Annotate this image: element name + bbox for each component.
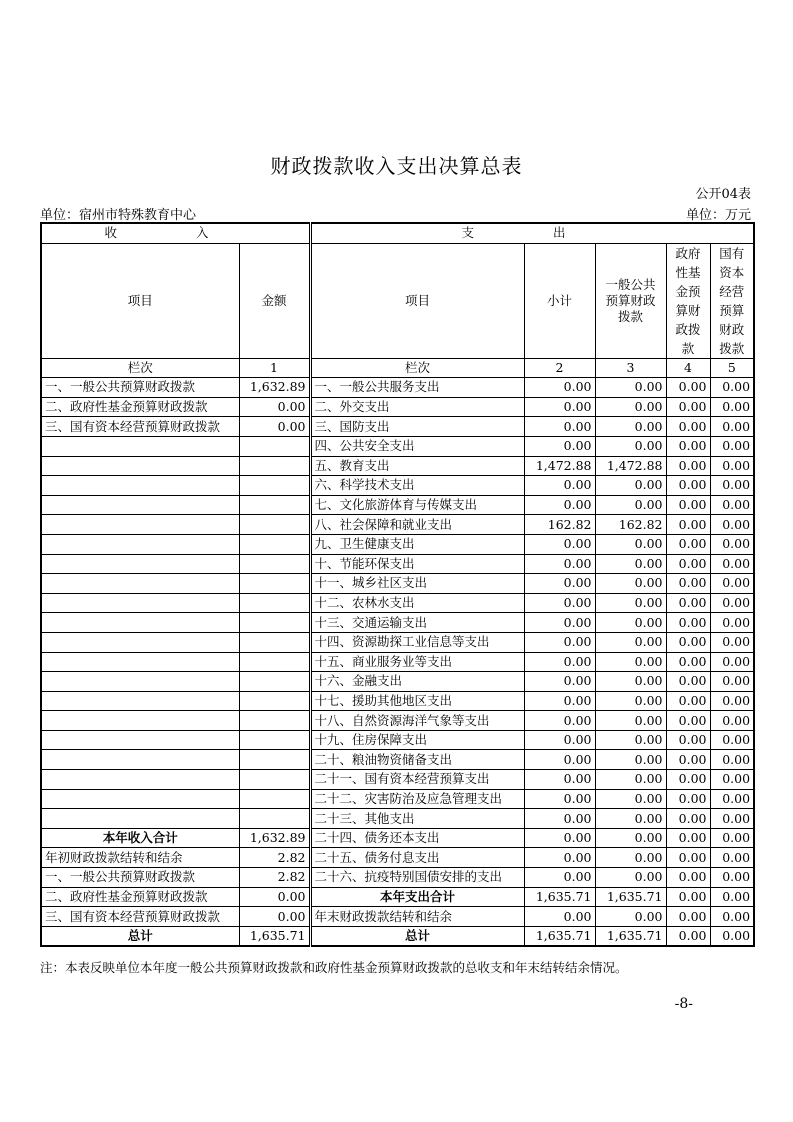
- general-budget-cell: 0.00: [595, 828, 666, 848]
- gov-fund-cell: 0.00: [666, 593, 710, 613]
- income-amount-cell: [239, 534, 310, 554]
- expense-item-cell: 十二、农林水支出: [310, 593, 524, 613]
- page-number: -8-: [674, 996, 693, 1012]
- gov-fund-cell: 0.00: [666, 534, 710, 554]
- expense-item-cell: 二十一、国有资本经营预算支出: [310, 770, 524, 790]
- income-item-cell: [41, 789, 239, 809]
- table-row: [41, 868, 754, 888]
- table-row: [41, 378, 754, 398]
- income-item-cell: [41, 515, 239, 535]
- gov-fund-cell: 0.00: [666, 574, 710, 594]
- general-budget-cell: 0.00: [595, 730, 666, 750]
- col-number-1: 1: [239, 358, 310, 378]
- general-budget-cell: 162.82: [595, 515, 666, 535]
- gov-fund-cell: 0.00: [666, 476, 710, 496]
- income-item-cell: [41, 632, 239, 652]
- subtotal-cell: 0.00: [524, 848, 595, 868]
- col-number-4: 4: [666, 358, 710, 378]
- state-capital-cell: 0.00: [710, 574, 754, 594]
- state-capital-cell: 0.00: [710, 613, 754, 633]
- table-row: [41, 397, 754, 417]
- col-header-subtotal: 小计: [524, 243, 595, 358]
- state-capital-cell: 0.00: [710, 750, 754, 770]
- row-label-right: 栏次: [310, 358, 524, 378]
- general-budget-cell: 0.00: [595, 770, 666, 790]
- general-budget-cell: 0.00: [595, 495, 666, 515]
- income-amount-cell: [239, 574, 310, 594]
- income-amount-cell: [239, 436, 310, 456]
- state-capital-cell: 0.00: [710, 907, 754, 927]
- expense-item-cell: 十四、资源勘探工业信息等支出: [310, 632, 524, 652]
- state-capital-cell: 0.00: [710, 417, 754, 437]
- state-capital-cell: 0.00: [710, 711, 754, 731]
- expense-item-cell: 一、一般公共服务支出: [310, 378, 524, 398]
- gov-fund-cell: 0.00: [666, 750, 710, 770]
- income-item-cell: [41, 593, 239, 613]
- gov-fund-cell: 0.00: [666, 495, 710, 515]
- gov-fund-cell: 0.00: [666, 456, 710, 476]
- gov-fund-cell: 0.00: [666, 868, 710, 888]
- expense-item-cell: 二十六、抗疫特别国债安排的支出: [310, 868, 524, 888]
- income-item-cell: 三、国有资本经营预算财政拨款: [41, 417, 239, 437]
- gov-fund-cell: 0.00: [666, 848, 710, 868]
- state-capital-cell: 0.00: [710, 436, 754, 456]
- general-budget-cell: 0.00: [595, 436, 666, 456]
- state-capital-cell: 0.00: [710, 809, 754, 829]
- state-capital-cell: 0.00: [710, 476, 754, 496]
- gov-fund-cell: 0.00: [666, 907, 710, 927]
- table-row: [41, 593, 754, 613]
- income-item-cell: 三、国有资本经营预算财政拨款: [41, 907, 239, 927]
- column-number-row: [41, 358, 754, 378]
- unit-organization: 单位：宿州市特殊教育中心: [40, 208, 197, 223]
- subtotal-cell: 0.00: [524, 574, 595, 594]
- expense-item-cell: 十六、金融支出: [310, 672, 524, 692]
- general-budget-cell: 0.00: [595, 809, 666, 829]
- general-budget-cell: 0.00: [595, 711, 666, 731]
- table-row: [41, 907, 754, 927]
- general-budget-cell: 0.00: [595, 613, 666, 633]
- income-item-cell: [41, 672, 239, 692]
- expense-item-cell: 十三、交通运输支出: [310, 613, 524, 633]
- gov-fund-cell: 0.00: [666, 378, 710, 398]
- general-budget-cell: 0.00: [595, 397, 666, 417]
- general-budget-cell: 0.00: [595, 417, 666, 437]
- income-item-cell: 总计: [41, 926, 239, 946]
- table-row: [41, 574, 754, 594]
- income-amount-cell: [239, 691, 310, 711]
- gov-fund-cell: 0.00: [666, 613, 710, 633]
- income-item-cell: [41, 574, 239, 594]
- general-budget-cell: 0.00: [595, 554, 666, 574]
- income-item-cell: 本年收入合计: [41, 828, 239, 848]
- income-amount-cell: [239, 593, 310, 613]
- state-capital-cell: 0.00: [710, 672, 754, 692]
- subtotal-cell: 0.00: [524, 378, 595, 398]
- gov-fund-cell: 0.00: [666, 397, 710, 417]
- table-row: [41, 691, 754, 711]
- gov-fund-cell: 0.00: [666, 632, 710, 652]
- subtotal-cell: 0.00: [524, 417, 595, 437]
- general-budget-cell: 0.00: [595, 868, 666, 888]
- general-budget-cell: 0.00: [595, 848, 666, 868]
- col-number-5: 5: [710, 358, 754, 378]
- col-header-expense-item: 项目: [310, 243, 524, 358]
- subtotal-cell: 0.00: [524, 495, 595, 515]
- income-item-cell: [41, 809, 239, 829]
- income-amount-cell: [239, 730, 310, 750]
- subtotal-cell: 0.00: [524, 789, 595, 809]
- subtotal-cell: 0.00: [524, 672, 595, 692]
- expense-item-cell: 六、科学技术支出: [310, 476, 524, 496]
- table-row: [41, 711, 754, 731]
- income-item-cell: [41, 495, 239, 515]
- state-capital-cell: 0.00: [710, 887, 754, 907]
- income-item-cell: 年初财政拨款结转和结余: [41, 848, 239, 868]
- income-amount-cell: [239, 789, 310, 809]
- expense-item-cell: 十、节能环保支出: [310, 554, 524, 574]
- income-amount-cell: [239, 515, 310, 535]
- income-amount-cell: 0.00: [239, 887, 310, 907]
- general-budget-cell: 0.00: [595, 378, 666, 398]
- income-amount-cell: [239, 495, 310, 515]
- expense-item-cell: 八、社会保障和就业支出: [310, 515, 524, 535]
- state-capital-cell: 0.00: [710, 378, 754, 398]
- table-row: [41, 848, 754, 868]
- table-row: [41, 436, 754, 456]
- expense-section-header: 支 出: [310, 223, 754, 243]
- state-capital-cell: 0.00: [710, 789, 754, 809]
- table-row: [41, 632, 754, 652]
- general-budget-cell: 1,635.71: [595, 887, 666, 907]
- table-row: [41, 534, 754, 554]
- gov-fund-cell: 0.00: [666, 789, 710, 809]
- form-code: 公开04表: [695, 187, 751, 202]
- subtotal-cell: 0.00: [524, 907, 595, 927]
- subtotal-cell: 162.82: [524, 515, 595, 535]
- income-amount-cell: 1,632.89: [239, 828, 310, 848]
- page-title: 财政拨款收入支出决算总表: [270, 154, 523, 178]
- state-capital-cell: 0.00: [710, 632, 754, 652]
- state-capital-cell: 0.00: [710, 848, 754, 868]
- gov-fund-cell: 0.00: [666, 515, 710, 535]
- income-item-cell: [41, 534, 239, 554]
- table-row: [41, 789, 754, 809]
- state-capital-cell: 0.00: [710, 515, 754, 535]
- table-row: [41, 750, 754, 770]
- gov-fund-cell: 0.00: [666, 730, 710, 750]
- expense-item-cell: 二、外交支出: [310, 397, 524, 417]
- subtotal-cell: 0.00: [524, 828, 595, 848]
- col-header-income-item: 项目: [41, 243, 239, 358]
- income-item-cell: [41, 652, 239, 672]
- income-item-cell: [41, 613, 239, 633]
- income-item-cell: [41, 691, 239, 711]
- subtotal-cell: 0.00: [524, 711, 595, 731]
- budget-table: [40, 222, 755, 947]
- state-capital-cell: 0.00: [710, 495, 754, 515]
- income-section-header: 收 入: [41, 223, 310, 243]
- general-budget-cell: 1,472.88: [595, 456, 666, 476]
- general-budget-cell: 0.00: [595, 534, 666, 554]
- subtotal-cell: 1,635.71: [524, 887, 595, 907]
- expense-item-cell: 十五、商业服务业等支出: [310, 652, 524, 672]
- table-row: [41, 495, 754, 515]
- income-amount-cell: [239, 809, 310, 829]
- subtotal-cell: 0.00: [524, 534, 595, 554]
- subtotal-cell: 0.00: [524, 730, 595, 750]
- expense-item-cell: 总计: [310, 926, 524, 946]
- subtotal-cell: 0.00: [524, 613, 595, 633]
- subtotal-cell: 0.00: [524, 436, 595, 456]
- expense-item-cell: 三、国防支出: [310, 417, 524, 437]
- general-budget-cell: 0.00: [595, 691, 666, 711]
- expense-item-cell: 二十三、其他支出: [310, 809, 524, 829]
- subtotal-cell: 1,635.71: [524, 926, 595, 946]
- expense-item-cell: 十一、城乡社区支出: [310, 574, 524, 594]
- general-budget-cell: 1,635.71: [595, 926, 666, 946]
- income-amount-cell: [239, 476, 310, 496]
- table-row: [41, 554, 754, 574]
- expense-item-cell: 本年支出合计: [310, 887, 524, 907]
- gov-fund-cell: 0.00: [666, 809, 710, 829]
- expense-item-cell: 年末财政拨款结转和结余: [310, 907, 524, 927]
- state-capital-cell: 0.00: [710, 730, 754, 750]
- income-item-cell: [41, 476, 239, 496]
- table-row: [41, 417, 754, 437]
- general-budget-cell: 0.00: [595, 593, 666, 613]
- subtotal-cell: 0.00: [524, 809, 595, 829]
- col-number-2: 2: [524, 358, 595, 378]
- col-header-gov-fund: 政府性基金预算财政拨款: [666, 243, 710, 358]
- column-header-row: [41, 243, 754, 358]
- general-budget-cell: 0.00: [595, 750, 666, 770]
- table-row: [41, 456, 754, 476]
- subtotal-cell: 0.00: [524, 652, 595, 672]
- subtotal-cell: 0.00: [524, 476, 595, 496]
- income-item-cell: [41, 456, 239, 476]
- subtotal-cell: 0.00: [524, 632, 595, 652]
- gov-fund-cell: 0.00: [666, 691, 710, 711]
- unit-currency: 单位：万元: [685, 208, 751, 223]
- income-amount-cell: 2.82: [239, 848, 310, 868]
- gov-fund-cell: 0.00: [666, 887, 710, 907]
- income-amount-cell: 0.00: [239, 907, 310, 927]
- table-row: [41, 809, 754, 829]
- income-amount-cell: 1,632.89: [239, 378, 310, 398]
- subtotal-cell: 0.00: [524, 868, 595, 888]
- general-budget-cell: 0.00: [595, 574, 666, 594]
- expense-item-cell: 十九、住房保障支出: [310, 730, 524, 750]
- subtotal-cell: 1,472.88: [524, 456, 595, 476]
- gov-fund-cell: 0.00: [666, 672, 710, 692]
- state-capital-cell: 0.00: [710, 397, 754, 417]
- income-item-cell: 一、一般公共预算财政拨款: [41, 868, 239, 888]
- col-header-amount: 金额: [239, 243, 310, 358]
- subtotal-cell: 0.00: [524, 593, 595, 613]
- state-capital-cell: 0.00: [710, 554, 754, 574]
- income-amount-cell: [239, 750, 310, 770]
- general-budget-cell: 0.00: [595, 476, 666, 496]
- income-amount-cell: [239, 770, 310, 790]
- state-capital-cell: 0.00: [710, 691, 754, 711]
- general-budget-cell: 0.00: [595, 652, 666, 672]
- gov-fund-cell: 0.00: [666, 926, 710, 946]
- expense-item-cell: 二十五、债务付息支出: [310, 848, 524, 868]
- expense-item-cell: 十八、自然资源海洋气象等支出: [310, 711, 524, 731]
- income-item-cell: 二、政府性基金预算财政拨款: [41, 887, 239, 907]
- income-item-cell: 一、一般公共预算财政拨款: [41, 378, 239, 398]
- col-header-state-capital: 国有资本经营预算财政拨款: [710, 243, 754, 358]
- income-item-cell: [41, 730, 239, 750]
- subtotal-cell: 0.00: [524, 554, 595, 574]
- table-row: [41, 476, 754, 496]
- state-capital-cell: 0.00: [710, 456, 754, 476]
- general-budget-cell: 0.00: [595, 672, 666, 692]
- expense-item-cell: 五、教育支出: [310, 456, 524, 476]
- table-row: [41, 672, 754, 692]
- income-amount-cell: [239, 613, 310, 633]
- state-capital-cell: 0.00: [710, 652, 754, 672]
- state-capital-cell: 0.00: [710, 770, 754, 790]
- table-row: [41, 730, 754, 750]
- expense-item-cell: 二十四、债务还本支出: [310, 828, 524, 848]
- gov-fund-cell: 0.00: [666, 828, 710, 848]
- gov-fund-cell: 0.00: [666, 436, 710, 456]
- income-item-cell: [41, 711, 239, 731]
- income-amount-cell: [239, 554, 310, 574]
- income-amount-cell: [239, 632, 310, 652]
- income-amount-cell: 2.82: [239, 868, 310, 888]
- income-amount-cell: 1,635.71: [239, 926, 310, 946]
- state-capital-cell: 0.00: [710, 926, 754, 946]
- gov-fund-cell: 0.00: [666, 652, 710, 672]
- subtotal-cell: 0.00: [524, 397, 595, 417]
- table-row: [41, 770, 754, 790]
- income-amount-cell: [239, 672, 310, 692]
- expense-item-cell: 七、文化旅游体育与传媒支出: [310, 495, 524, 515]
- table-row: [41, 828, 754, 848]
- state-capital-cell: 0.00: [710, 868, 754, 888]
- expense-item-cell: 九、卫生健康支出: [310, 534, 524, 554]
- general-budget-cell: 0.00: [595, 632, 666, 652]
- table-row: [41, 515, 754, 535]
- income-amount-cell: [239, 652, 310, 672]
- col-header-general-budget: 一般公共预算财政拨款: [595, 243, 666, 358]
- expense-item-cell: 十七、援助其他地区支出: [310, 691, 524, 711]
- table-row: [41, 613, 754, 633]
- subtotal-cell: 0.00: [524, 770, 595, 790]
- income-amount-cell: [239, 711, 310, 731]
- table-row: [41, 652, 754, 672]
- income-amount-cell: 0.00: [239, 417, 310, 437]
- section-header-row: [41, 223, 754, 243]
- col-number-3: 3: [595, 358, 666, 378]
- income-item-cell: [41, 750, 239, 770]
- state-capital-cell: 0.00: [710, 593, 754, 613]
- income-amount-cell: [239, 456, 310, 476]
- income-amount-cell: 0.00: [239, 397, 310, 417]
- income-item-cell: 二、政府性基金预算财政拨款: [41, 397, 239, 417]
- gov-fund-cell: 0.00: [666, 770, 710, 790]
- state-capital-cell: 0.00: [710, 828, 754, 848]
- subtotal-cell: 0.00: [524, 750, 595, 770]
- row-label-left: 栏次: [41, 358, 239, 378]
- table-row: [41, 926, 754, 946]
- gov-fund-cell: 0.00: [666, 417, 710, 437]
- gov-fund-cell: 0.00: [666, 554, 710, 574]
- table-row: [41, 887, 754, 907]
- general-budget-cell: 0.00: [595, 907, 666, 927]
- income-item-cell: [41, 554, 239, 574]
- expense-item-cell: 二十二、灾害防治及应急管理支出: [310, 789, 524, 809]
- gov-fund-cell: 0.00: [666, 711, 710, 731]
- state-capital-cell: 0.00: [710, 534, 754, 554]
- general-budget-cell: 0.00: [595, 789, 666, 809]
- footnote: 注：本表反映单位本年度一般公共预算财政拨款和政府性基金预算财政拨款的总收支和年末结转结余情况。: [40, 960, 628, 975]
- expense-item-cell: 二十、粮油物资储备支出: [310, 750, 524, 770]
- income-item-cell: [41, 770, 239, 790]
- expense-item-cell: 四、公共安全支出: [310, 436, 524, 456]
- subtotal-cell: 0.00: [524, 691, 595, 711]
- income-item-cell: [41, 436, 239, 456]
